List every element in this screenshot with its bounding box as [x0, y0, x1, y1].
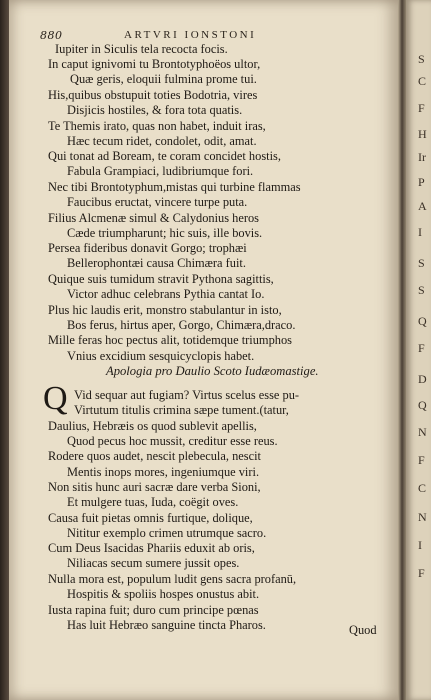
facing-letter: A [418, 199, 427, 213]
poem-line: Qui tonat ad Boream, te coram concidet hostis, [48, 149, 281, 163]
running-head: ARTVRI IONSTONI [124, 29, 257, 41]
poem-line: Daulius, Hebræis os quod sublevit apellis, [48, 419, 257, 433]
facing-letter: Q [418, 314, 427, 328]
poem-line: Quod pecus hoc mussit, creditur esse reus. [67, 434, 278, 448]
facing-letter: F [418, 101, 425, 115]
drop-cap: Q [43, 380, 68, 417]
poem-line: Iusta rapina fuit; duro cum principe pœnas [48, 603, 259, 617]
facing-letter: N [418, 425, 427, 439]
facing-page [406, 0, 431, 700]
facing-letter: S [418, 256, 425, 270]
poem-line: Plus hic laudis erit, monstro stabulantur in isto, [48, 303, 282, 317]
facing-letter: D [418, 372, 427, 386]
left-page [9, 0, 400, 700]
poem-line: Quique suis tumidum stravit Pythona sagittis, [48, 272, 274, 286]
poem-line: Virtutum titulis crimina sæpe tument.(tatur, [74, 403, 289, 417]
facing-letter: H [418, 127, 427, 141]
poem-line: Nulla mora est, populum ludit gens sacra profanū, [48, 572, 297, 586]
poem-line: Hospitis & spoliis hospes onustus abit. [67, 587, 260, 601]
facing-letter: I [418, 538, 422, 552]
facing-letter: N [418, 510, 427, 524]
poem-line: Et mulgere tuas, Iuda, coëgit oves. [67, 495, 239, 509]
poem-line: Persea fideribus donavit Gorgo; trophæi [48, 241, 247, 255]
poem-line: Te Themis irato, quas non habet, induit iras, [48, 119, 266, 133]
poem-line: Bellerophontæi causa Chimæra fuit. [67, 256, 246, 270]
poem-line: Nititur exemplo crimen utrumque sacro. [67, 526, 267, 540]
poem-line: In caput ignivomi tu Brontotyphoëos ultor, [48, 57, 261, 71]
book-gutter [398, 0, 406, 700]
section-title: Apologia pro Daulio Scoto Iudæomastige. [106, 364, 319, 378]
poem-line: Non sitis hunc auri sacræ dare verba Sioni, [48, 480, 261, 494]
catchword: Quod [349, 623, 377, 637]
poem-line: Iupiter in Siculis tela recocta focis. [55, 42, 228, 56]
facing-letter: S [418, 52, 425, 66]
poem-line: Quæ geris, eloquii fulmina prome tui. [70, 72, 257, 86]
poem-line: Faucibus eructat, vincere turpe puta. [67, 195, 248, 209]
facing-letter: I [418, 225, 422, 239]
poem-line: Cum Deus Isacidas Phariis eduxit ab oris, [48, 541, 255, 555]
facing-letter: F [418, 341, 425, 355]
poem-line: Vid sequar aut fugiam? Virtus scelus esse pu- [74, 388, 300, 402]
poem-line: Filius Alcmenæ simul & Calydonius heros [48, 211, 259, 225]
facing-letter: S [418, 283, 425, 297]
poem-line: Fabula Grampiaci, ludibriumque fori. [67, 164, 254, 178]
poem-line: Disjicis hostiles, & fora tota quatis. [67, 103, 243, 117]
facing-letter: F [418, 566, 425, 580]
poem-line: Nec tibi Brontotyphum,mistas qui turbine flammas [48, 180, 301, 194]
facing-letter: P [418, 175, 425, 189]
poem-line: Causa fuit pietas omnis furtique, dolique, [48, 511, 253, 525]
poem-line: Hæc tecum ridet, condolet, odit, amat. [67, 134, 257, 148]
poem-line: Cæde triumpharunt; hic suis, ille bovis. [67, 226, 263, 240]
poem-line: Vnius excidium sesquicyclopis habet. [67, 349, 255, 363]
poem-line: Rodere quos audet, nescit plebecula, nescit [48, 449, 261, 463]
poem-line: Bos ferus, hirtus aper, Gorgo, Chimæra,draco. [67, 318, 296, 332]
poem-line: Has luit Hebræo sanguine tincta Pharos. [67, 618, 266, 632]
page-number: 880 [40, 29, 63, 42]
facing-letter: F [418, 453, 425, 467]
facing-letter: C [418, 74, 427, 88]
facing-letter: Q [418, 398, 427, 412]
poem-line: Niliacas secum sumere jussit opes. [67, 556, 240, 570]
facing-letter: C [418, 481, 427, 495]
poem-line: Mentis inops mores, ingeniumque viri. [67, 465, 260, 479]
facing-letter: Ir [418, 150, 426, 164]
book-edge [0, 0, 9, 700]
poem-line: Victor adhuc celebrans Pythia cantat Io. [67, 287, 265, 301]
poem-line: His,quibus obstupuit toties Bodotria, vires [48, 88, 258, 102]
poem-line: Mille feras hoc pectus alit, totidemque triumphos [48, 333, 292, 347]
